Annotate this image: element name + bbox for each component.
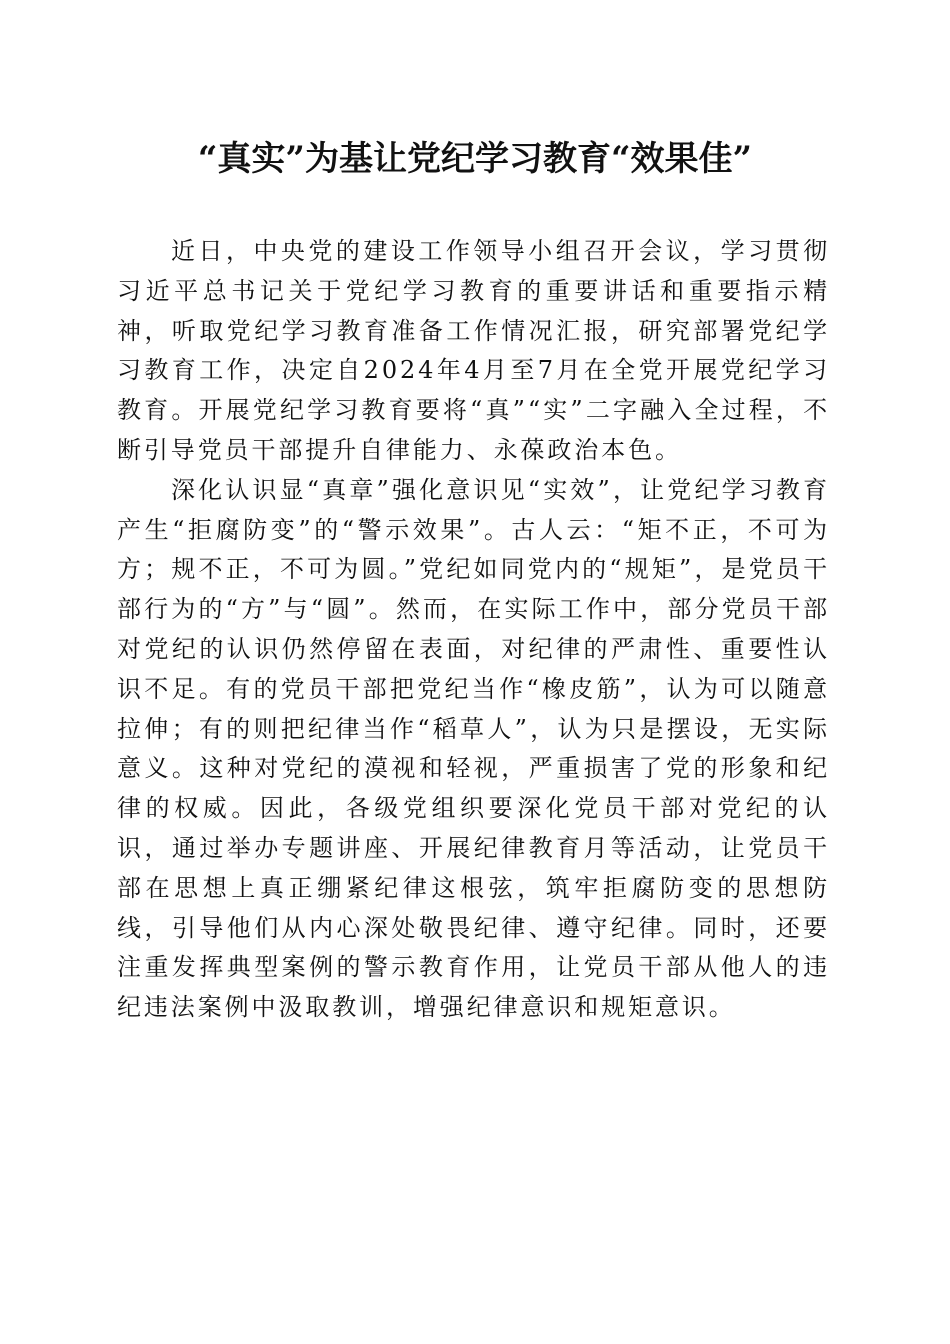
paragraph-1: 近日，中央党的建设工作领导小组召开会议，学习贯彻习近平总书记关于党纪学习教育的重要讲话和重要指示精神，听取党纪学习教育准备工作情况汇报，研究部署党纪学习教育工作，决定自2024年4月至7月在全党开展党纪学习教育。开展党纪学习教育要将“真”“实”二字融入全过程，不断引导党员干部提升自律能力、永葆政治本色。	[117, 237, 830, 464]
document-title: “真实”为基让党纪学习教育“效果佳”	[197, 139, 753, 179]
paragraph-2: 深化认识显“真章”强化意识见“实效”，让党纪学习教育产生“拒腐防变”的“警示效果”。古人云：“矩不正，不可为方；规不正，不可为圆。”党纪如同党内的“规矩”，是党员干部行为的“方”与“圆”。然而，在实际工作中，部分党员干部对党纪的认识仍然停留在表面，对纪律的严肃性、重要性认识不足。有的党员干部把党纪当作“橡皮筋”，认为可以随意拉伸；有的则把纪律当作“稻草人”，认为只是摆设，无实际意义。这种对党纪的漠视和轻视，严重损害了党的形象和纪律的权威。因此，各级党组织要深化党员干部对党纪的认识，通过举办专题讲座、开展纪律教育月等活动，让党员干部在思想上真正绷紧纪律这根弦，筑牢拒腐防变的思想防线，引导他们从内心深处敬畏纪律、遵守纪律。同时，还要注重发挥典型案例的警示教育作用，让党员干部从他人的违纪违法案例中汲取教训，增强纪律意识和规矩意识。	[117, 475, 830, 1022]
document-body	[117, 232, 830, 1028]
